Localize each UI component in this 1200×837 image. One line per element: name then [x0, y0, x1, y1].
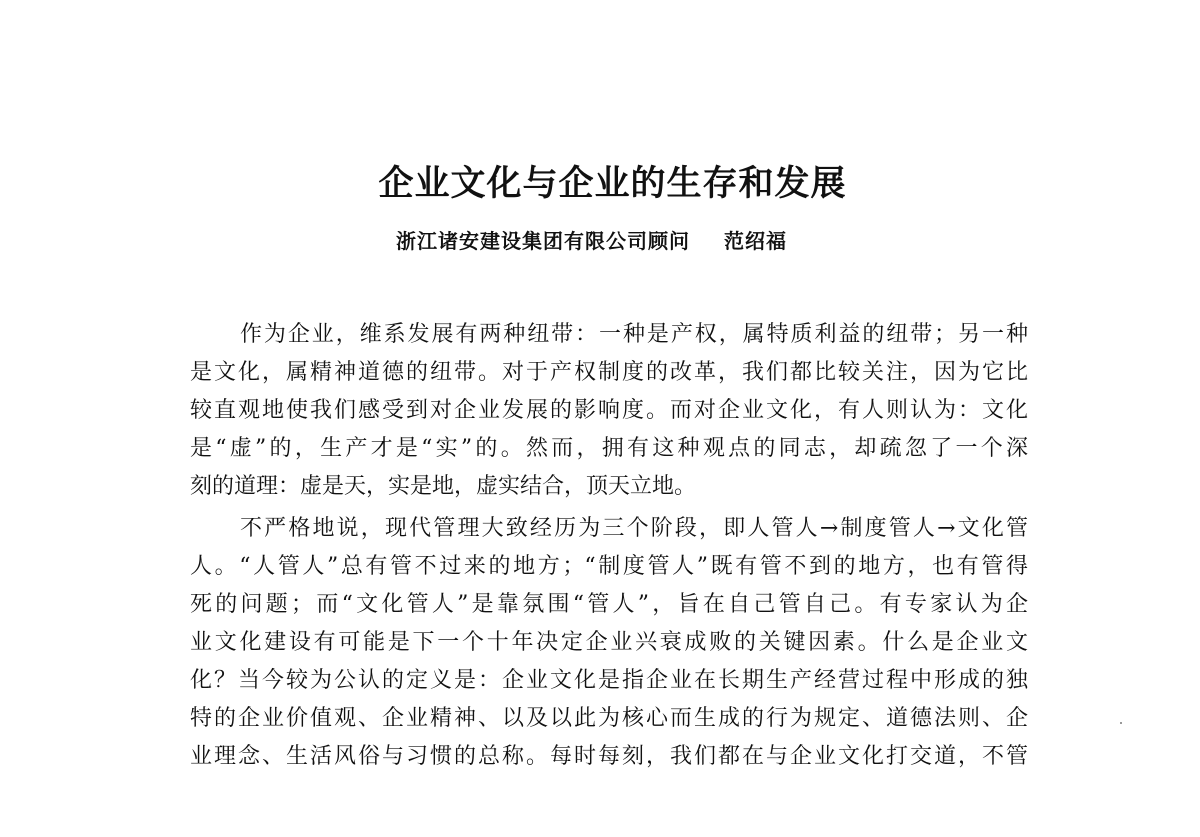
text-line: 死的问题；而“文化管人”是靠氛围“管人”，旨在自己管自己。有专家认为企 [190, 592, 1028, 617]
scan-speck [1120, 722, 1122, 724]
author-name: 范绍福 [724, 229, 787, 253]
document-title: 企业文化与企业的生存和发展 [378, 164, 847, 204]
text-line: 刻的道理：虚是天，实是地，虚实结合，顶天立地。 [190, 474, 697, 499]
text-line: 较直观地使我们感受到对企业发展的影响度。而对企业文化，有人则认为：文化 [190, 398, 1028, 423]
body-text [190, 316, 1028, 776]
text-line: 人。“人管人”总有管不过来的地方；“制度管人”既有管不到的地方，也有管得 [190, 554, 1028, 579]
paragraph-2 [190, 510, 1028, 776]
text-line: 特的企业价值观、企业精神、以及以此为核心而生成的行为规定、道德法则、企 [190, 706, 1028, 731]
text-line: 不严格地说，现代管理大致经历为三个阶段，即人管人→制度管人→文化管 [240, 516, 1028, 541]
text-line: 是文化，属精神道德的纽带。对于产权制度的改革，我们都比较关注，因为它比 [190, 360, 1028, 385]
text-line: 作为企业，维系发展有两种纽带：一种是产权，属特质利益的纽带；另一种 [240, 322, 1028, 347]
author-byline [396, 226, 787, 256]
text-line: 化？当今较为公认的定义是：企业文化是指企业在长期生产经营过程中形成的独 [190, 668, 1028, 693]
text-line: 业理念、生活风俗与习惯的总称。每时每刻，我们都在与企业文化打交道，不管 [190, 744, 1028, 769]
text-line: 业文化建设有可能是下一个十年决定企业兴衰成败的关键因素。什么是企业文 [190, 630, 1028, 655]
paragraph-1 [190, 316, 1028, 506]
author-affiliation: 浙江诸安建设集团有限公司顾问 [396, 229, 690, 253]
text-line: 是“虚”的，生产才是“实”的。然而，拥有这种观点的同志，却疏忽了一个深 [190, 436, 1028, 461]
